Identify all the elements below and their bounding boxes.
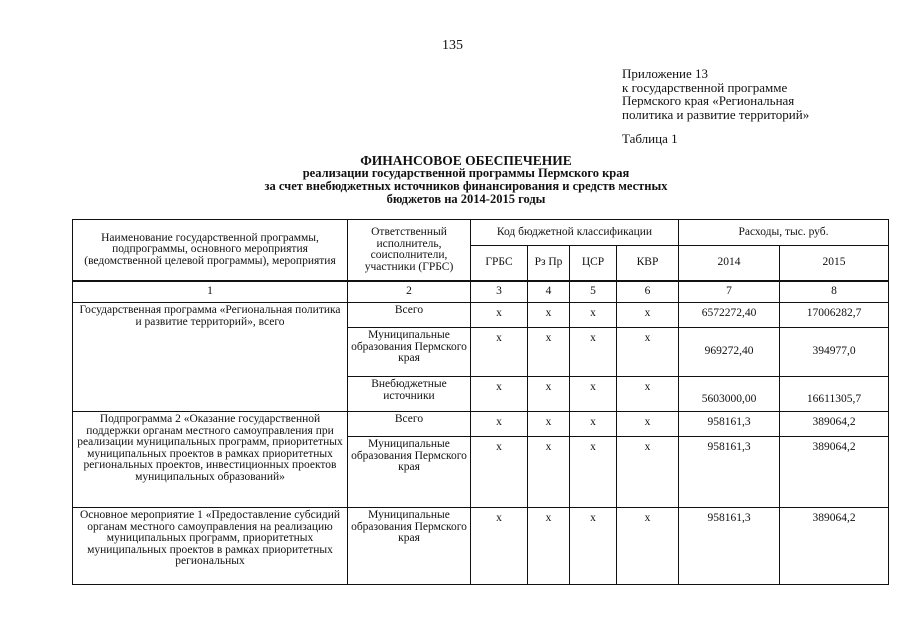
col-header-name: Наименование государственной программы, подпрограммы, основного мероприятия (ведомственной целевой программы), мероприятия: [73, 220, 348, 282]
amount-2015: 389064,2: [780, 437, 889, 508]
appendix-note: [622, 67, 809, 121]
col-number: 8: [780, 281, 889, 303]
code-cell: х: [617, 437, 679, 508]
code-cell: х: [471, 303, 528, 328]
col-header-kvr: КВР: [617, 245, 679, 281]
code-cell: х: [528, 303, 570, 328]
amount-2014: 958161,3: [679, 508, 780, 585]
amount-2014: 5603000,00: [679, 377, 780, 412]
code-cell: х: [570, 303, 617, 328]
amount-2015: 389064,2: [780, 508, 889, 585]
amount-2014: 958161,3: [679, 412, 780, 437]
appendix-line: Приложение 13: [622, 66, 709, 81]
col-header-costs: Расходы, тыс. руб.: [679, 220, 889, 246]
table-row: [73, 303, 889, 328]
col-number: 2: [348, 281, 471, 303]
col-number: 6: [617, 281, 679, 303]
heading-line: за счет внебюджетных источников финансирования и средств местных: [264, 179, 668, 193]
executor-cell: Всего: [348, 303, 471, 328]
heading-line: реализации государственной программы Пермского края: [302, 166, 630, 180]
executor-cell: Муниципальные образования Пермского края: [348, 328, 471, 377]
program-name: Государственная программа «Региональная политика и развитие территорий», всего: [73, 303, 348, 412]
code-cell: х: [570, 437, 617, 508]
col-number: 1: [73, 281, 348, 303]
header-row: [73, 220, 889, 246]
col-header-csr: ЦСР: [570, 245, 617, 281]
col-header-rzpr: Рз Пр: [528, 245, 570, 281]
activity-name: Основное мероприятие 1 «Предоставление субсидий органам местного самоуправления на реализацию муниципальных программ, приоритетных муниципальных проектов в рамках приоритетных региональных: [73, 508, 348, 585]
amount-2015: 394977,0: [780, 328, 889, 377]
executor-cell: Муниципальные образования Пермского края: [348, 437, 471, 508]
code-cell: х: [617, 328, 679, 377]
subprogram-name: Подпрограмма 2 «Оказание государственной поддержки органам местного самоуправления при реализации муниципальных программ, приоритетных муниципальных проектов в рамках приоритетных региональных проектов, инвестиционных проектов муниципальных образований»: [73, 412, 348, 508]
appendix-line: к государственной программе: [622, 79, 788, 95]
code-cell: х: [528, 508, 570, 585]
col-number: 5: [570, 281, 617, 303]
col-number: 4: [528, 281, 570, 303]
amount-2015: 389064,2: [780, 412, 889, 437]
amount-2015: 17006282,7: [780, 303, 889, 328]
code-cell: х: [617, 303, 679, 328]
code-cell: х: [471, 508, 528, 585]
code-cell: х: [617, 412, 679, 437]
code-cell: х: [528, 377, 570, 412]
executor-cell: Внебюджетные источники: [348, 377, 471, 412]
code-cell: х: [528, 412, 570, 437]
code-cell: х: [528, 328, 570, 377]
code-cell: х: [617, 377, 679, 412]
amount-2015: 16611305,7: [780, 377, 889, 412]
executor-cell: Всего: [348, 412, 471, 437]
col-number: 3: [471, 281, 528, 303]
col-header-executor: Ответственный исполнитель, соисполнители, участники (ГРБС): [348, 220, 471, 282]
heading-title: ФИНАНСОВОЕ ОБЕСПЕЧЕНИЕ: [360, 153, 572, 168]
document-heading: [200, 154, 732, 206]
code-cell: х: [617, 508, 679, 585]
amount-2014: 6572272,40: [679, 303, 780, 328]
col-number: 7: [679, 281, 780, 303]
code-cell: х: [570, 328, 617, 377]
appendix-line: политика и развитие территорий»: [622, 106, 810, 122]
financing-table: [72, 219, 889, 585]
table-row: [73, 508, 889, 585]
amount-2014: 958161,3: [679, 437, 780, 508]
code-cell: х: [471, 377, 528, 412]
table-label: Таблица 1: [622, 131, 678, 146]
col-header-codes: Код бюджетной классификации: [471, 220, 679, 246]
code-cell: х: [471, 328, 528, 377]
amount-2014: 969272,40: [679, 328, 780, 377]
code-cell: х: [570, 412, 617, 437]
table-row: [73, 412, 889, 437]
code-cell: х: [570, 508, 617, 585]
column-number-row: [73, 281, 889, 303]
heading-line: бюджетов на 2014-2015 годы: [386, 192, 546, 206]
page-number: 135: [442, 38, 463, 53]
col-header-2015: 2015: [780, 245, 889, 281]
col-header-grbs: ГРБС: [471, 245, 528, 281]
code-cell: х: [471, 437, 528, 508]
col-header-2014: 2014: [679, 245, 780, 281]
code-cell: х: [570, 377, 617, 412]
appendix-line: Пермского края «Региональная: [622, 93, 795, 108]
code-cell: х: [471, 412, 528, 437]
executor-cell: Муниципальные образования Пермского края: [348, 508, 471, 585]
code-cell: х: [528, 437, 570, 508]
